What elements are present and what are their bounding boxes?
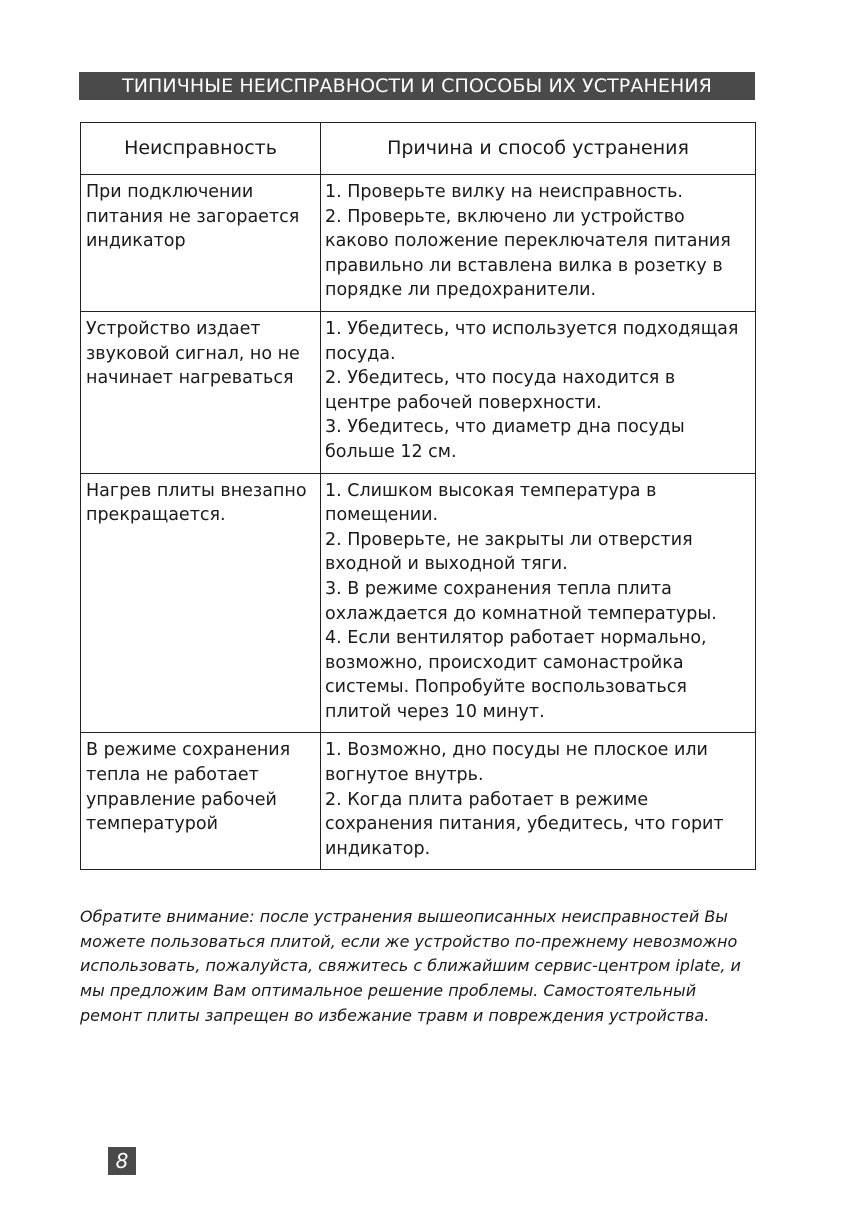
cell-line: 1. Возможно, дно посуды не плоское или bbox=[325, 740, 708, 761]
page-title: ТИПИЧНЫЕ НЕИСПРАВНОСТИ И СПОСОБЫ ИХ УСТРАНЕНИЯ bbox=[79, 72, 755, 100]
cell-line: системы. Попробуйте воспользоваться bbox=[325, 677, 687, 698]
cell-line: правильно ли вставлена вилка в розетку в bbox=[325, 255, 723, 276]
cell-line: 4. Если вентилятор работает нормально, bbox=[325, 628, 707, 649]
cell-line: возможно, происходит самонастройка bbox=[325, 652, 684, 673]
solution-cell bbox=[321, 175, 756, 312]
cell-line: охлаждается до комнатной температуры. bbox=[325, 603, 717, 624]
problem-cell bbox=[81, 175, 321, 312]
note-line: Обратите внимание: после устранения вышеописанных неисправностей Вы bbox=[80, 907, 728, 926]
cell-line: управление рабочей bbox=[86, 789, 277, 810]
cell-line: Нагрев плиты внезапно bbox=[86, 480, 307, 501]
note-line: можете пользоваться плитой, если же устройство по-прежнему невозможно bbox=[80, 931, 738, 951]
cell-line: 3. Убедитесь, что диаметр дна посуды bbox=[325, 417, 685, 438]
cell-line: температурой bbox=[86, 814, 218, 835]
solution-cell bbox=[321, 733, 756, 870]
table-header-row bbox=[81, 123, 756, 175]
cell-line: Устройство издает bbox=[86, 318, 261, 339]
cell-line: центре рабочей поверхности. bbox=[325, 392, 602, 413]
cell-line: При подключении bbox=[86, 182, 254, 202]
attention-note bbox=[80, 905, 755, 1029]
cell-line: помещении. bbox=[325, 505, 439, 526]
cell-line: плитой через 10 минут. bbox=[325, 701, 545, 722]
cell-line: входной и выходной тяги. bbox=[325, 554, 568, 575]
table-row bbox=[81, 311, 756, 473]
page-number: 8 bbox=[108, 1147, 136, 1175]
cell-line: индикатор. bbox=[325, 838, 431, 859]
cell-line: посуда. bbox=[325, 343, 396, 364]
column-header-problem: Неисправность bbox=[81, 123, 321, 175]
cell-line: 2. Убедитесь, что посуда находится в bbox=[325, 368, 676, 389]
cell-line: порядке ли предохранители. bbox=[325, 280, 597, 301]
cell-line: 3. В режиме сохранения тепла плита bbox=[325, 578, 672, 599]
cell-line: 2. Проверьте, включено ли устройство bbox=[325, 206, 685, 227]
faults-table bbox=[80, 122, 756, 870]
problem-cell bbox=[81, 311, 321, 473]
cell-line: звуковой сигнал, но не bbox=[86, 343, 300, 364]
table-row bbox=[81, 733, 756, 870]
solution-cell bbox=[321, 473, 756, 733]
cell-line: начинает нагреваться bbox=[86, 368, 294, 389]
problem-cell bbox=[81, 473, 321, 733]
cell-line: 1. Проверьте вилку на неисправность. bbox=[325, 182, 683, 202]
table-row bbox=[81, 473, 756, 733]
cell-line: 1. Слишком высокая температура в bbox=[325, 480, 657, 501]
column-header-solution: Причина и способ устранения bbox=[321, 123, 756, 175]
cell-line: сохранения питания, убедитесь, что горит bbox=[325, 814, 724, 835]
cell-line: 2. Проверьте, не закрыты ли отверстия bbox=[325, 529, 693, 550]
cell-line: В режиме сохранения bbox=[86, 740, 291, 761]
solution-cell bbox=[321, 311, 756, 473]
note-line: использовать, пожалуйста, свяжитесь с ближайшим сервис-центром iplate, и bbox=[80, 956, 741, 976]
cell-line: прекращается. bbox=[86, 505, 226, 526]
cell-line: питания не загорается bbox=[86, 206, 300, 227]
cell-line: индикатор bbox=[86, 231, 186, 252]
cell-line: каково положение переключателя питания bbox=[325, 231, 731, 252]
cell-line: вогнутое внутрь. bbox=[325, 765, 484, 786]
cell-line: тепла не работает bbox=[86, 765, 259, 786]
note-line: ремонт плиты запрещен во избежание травм и повреждения устройства. bbox=[80, 1005, 710, 1025]
note-line: мы предложим Вам оптимальное решение проблемы. Самостоятельный bbox=[80, 981, 697, 1001]
cell-line: 2. Когда плита работает в режиме bbox=[325, 789, 649, 810]
table-row bbox=[81, 175, 756, 312]
problem-cell bbox=[81, 733, 321, 870]
cell-line: 1. Убедитесь, что используется подходящая bbox=[325, 318, 739, 339]
cell-line: больше 12 см. bbox=[325, 441, 457, 462]
